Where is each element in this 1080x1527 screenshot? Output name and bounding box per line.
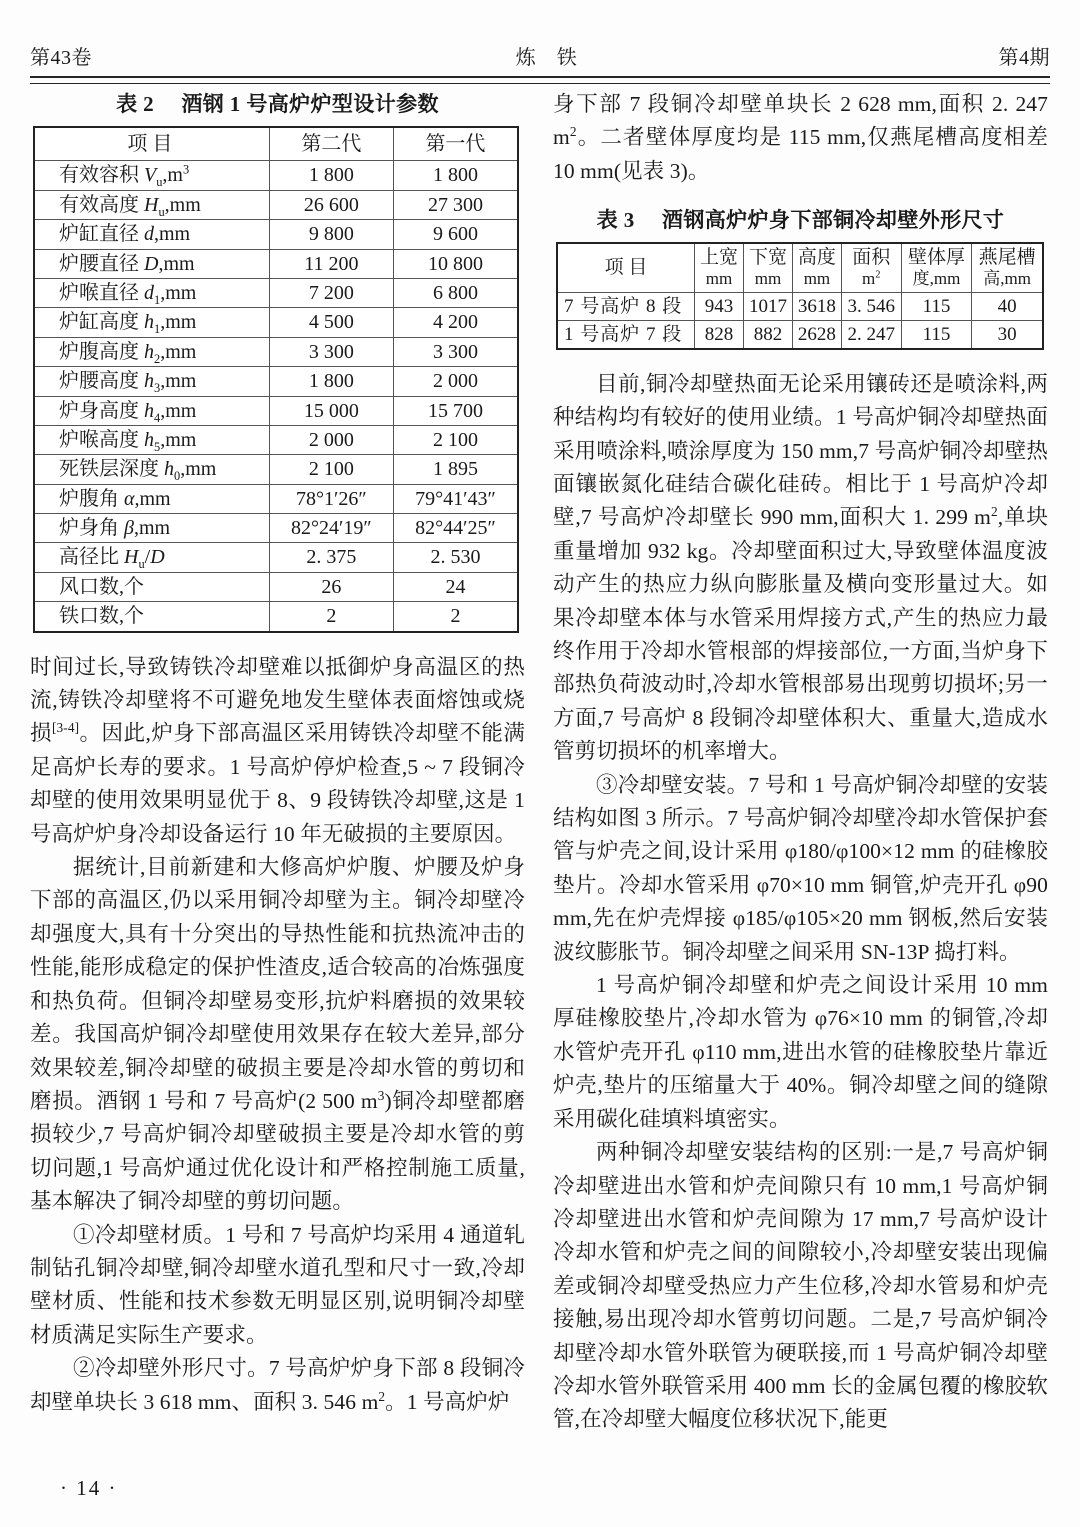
table2-cell-gen1: 2 — [393, 602, 518, 632]
right-column — [553, 88, 1048, 1437]
table3-cell: 40 — [972, 292, 1043, 320]
table-row — [557, 292, 1043, 320]
table3-header-height — [792, 243, 841, 292]
table-row — [34, 572, 518, 601]
journal-name: 炼 铁 — [515, 47, 585, 69]
table2-cell-gen2: 26 600 — [269, 190, 393, 219]
table-row — [34, 396, 518, 425]
left-column — [30, 88, 525, 1419]
table-row — [557, 320, 1043, 349]
left-paragraph-3: ①冷却壁材质。1 号和 7 号高炉均采用 4 通道轧制钻孔铜冷却壁,铜冷却壁水道孔型和尺寸一致,冷却壁材质、性能和技术参数无明显区别,说明铜冷却壁材质满足实际生产要求。 — [30, 1222, 525, 1347]
table3-header-area-unit: $m^2$ — [862, 269, 881, 289]
table-row — [34, 367, 518, 396]
table2-cell-gen2: 2 000 — [269, 425, 393, 454]
table2-cell-gen1: 24 — [393, 572, 518, 601]
table3-header-bottom-width — [743, 243, 792, 292]
table2-item: 炉身高度 $h_4,mm$ — [34, 396, 269, 425]
table3-body — [557, 243, 1043, 349]
table2-caption — [30, 88, 525, 118]
right-paragraph-4: 两种铜冷却壁安装结构的区别:一是,7 号高炉铜冷却壁进出水管和炉壳间隙只有 10 mm,1 号高炉铜冷却壁进出水管和炉壳间隙为 17 mm,7 号高炉设计冷却水管和炉壳之间的间隙较小,冷却壁安装出现偏差或铜冷却壁受热应力产生位移,冷却水管易和炉壳接触,易出现冷却水管剪切问题。二是,7 号高炉铜冷却壁冷却水管外联管为硬联接,而 1 号高炉铜冷却壁冷却水管外联管采用 400 mm 长的金属包覆的橡胶软管,在冷却壁大幅度位移状况下,能更 — [553, 1140, 1048, 1432]
table3-row-label: 1 号高炉 7 段 — [557, 320, 695, 349]
left-para4-sup: 2 — [378, 1388, 386, 1404]
table3-cell: 882 — [743, 320, 792, 349]
left-paragraph-1 — [30, 651, 525, 851]
table2-cell-gen2: 11 200 — [269, 249, 393, 278]
table2-cell-gen1: 9 600 — [393, 220, 518, 249]
right-paragraph-3: 1 号高炉铜冷却壁和炉壳之间设计采用 10 mm 厚硅橡胶垫片,冷却水管为 φ76×10 mm 的铜管,冷却水管炉壳开孔 φ110 mm,进出水管的硅橡胶垫片靠近炉壳,垫片的压缩量大于 40%。铜冷却壁之间的缝隙采用碳化硅填料填密实。 — [553, 973, 1048, 1131]
table2-cell-gen2: 3 300 — [269, 337, 393, 366]
table2-item: 炉腰直径 D,mm — [34, 249, 269, 278]
table3-header-bottom-width-label: 下宽 — [748, 247, 787, 269]
table2-cell-gen2: 9 800 — [269, 220, 393, 249]
table3-cell: 115 — [901, 320, 972, 349]
table-row — [34, 249, 518, 278]
table2-cell-gen1: 15 700 — [393, 396, 518, 425]
table3-header-bottom-width-unit: mm — [754, 269, 782, 289]
table2-cell-gen1: 2 000 — [393, 367, 518, 396]
table2-cell-gen1: 1 800 — [393, 161, 518, 190]
header-rule — [30, 76, 1050, 84]
table2-item: 有效容积 $V_u,m^3$ — [34, 161, 269, 190]
table-row — [34, 161, 518, 190]
left-paragraph-4 — [30, 1352, 525, 1419]
table2-header-item: 项 目 — [34, 127, 269, 161]
table2-item: 炉腰高度 $h_3,mm$ — [34, 367, 269, 396]
table2-cell-gen2: 1 800 — [269, 161, 393, 190]
table3-cell: 3. 546 — [841, 292, 901, 320]
table3-cell: 30 — [972, 320, 1043, 349]
table3-row-label: 7 号高炉 8 段 — [557, 292, 695, 320]
table2-header-gen1: 第一代 — [393, 127, 518, 161]
table-copper-stave-dimensions — [556, 242, 1044, 350]
table2-item: 有效高度 $H_u,mm$ — [34, 190, 269, 219]
table3-header-top-width-label: 上宽 — [699, 247, 738, 269]
left-para1-a: 时间过长,导致铸铁冷却壁难以抵御炉身高温区的热流,铸铁冷却壁将不可避免地发生壁体表面熔蚀或烧损 — [30, 654, 525, 746]
table2-cell-gen2: 2 100 — [269, 455, 393, 484]
table-row — [34, 602, 518, 632]
table2-caption-title: 酒钢 1 号高炉炉型设计参数 — [181, 92, 439, 116]
right-para1-sup: 2 — [991, 504, 998, 520]
table-row — [34, 514, 518, 543]
table2-cell-gen1: 2 100 — [393, 425, 518, 454]
table2-caption-label: 表 2 — [116, 92, 155, 116]
table2-cell-gen2: 15 000 — [269, 396, 393, 425]
table2-item: 风口数,个 — [34, 572, 269, 601]
table3-cell: 828 — [695, 320, 744, 349]
table-furnace-design-parameters — [33, 126, 519, 633]
table2-cell-gen1: 79°41′43″ — [393, 484, 518, 513]
table2-item: 炉喉直径 $d_1,mm$ — [34, 278, 269, 307]
right-paragraph-0 — [553, 88, 1048, 188]
table-row — [34, 220, 518, 249]
table2-cell-gen2: 78°1′26″ — [269, 484, 393, 513]
table-row — [34, 278, 518, 307]
table-row — [34, 543, 518, 572]
table3-header-top-width-unit: mm — [705, 269, 733, 289]
table3-header-area-label: 面积 — [852, 247, 891, 269]
table3-header-wall-thickness — [901, 243, 972, 292]
issue-label: 第4期 — [998, 47, 1050, 69]
table3-header-top-width — [695, 243, 744, 292]
table-row — [34, 425, 518, 454]
table-row — [34, 190, 518, 219]
table2-cell-gen1: 82°44′25″ — [393, 514, 518, 543]
left-paragraph-2 — [30, 851, 525, 1218]
table2-cell-gen2: 4 500 — [269, 308, 393, 337]
right-para0-b: 。二者壁体厚度均是 115 mm,仅燕尾槽高度相差 10 mm(见表 3)。 — [553, 125, 1048, 183]
table3-header-dovetail — [972, 243, 1043, 292]
table2-cell-gen1: 3 300 — [393, 337, 518, 366]
table3-header-item: 项 目 — [557, 243, 695, 292]
table3-cell: 943 — [695, 292, 744, 320]
table2-cell-gen1: 27 300 — [393, 190, 518, 219]
table2-header-row — [34, 127, 518, 161]
table-row — [34, 308, 518, 337]
table2-item: 高径比 $H_u/D$ — [34, 543, 269, 572]
page-number: · 14 · — [60, 1476, 118, 1500]
table2-item: 铁口数,个 — [34, 602, 269, 632]
table2-cell-gen1: 4 200 — [393, 308, 518, 337]
right-para0-a: 身下部 7 段铜冷却壁单块长 2 628 mm,面积 2. 247 m — [553, 92, 1048, 150]
table2-cell-gen2: 2 — [269, 602, 393, 632]
right-paragraph-1 — [553, 368, 1048, 769]
table-row — [34, 337, 518, 366]
table2-cell-gen2: 7 200 — [269, 278, 393, 307]
right-paragraph-2: ③冷却壁安装。7 号和 1 号高炉铜冷却壁的安装结构如图 3 所示。7 号高炉铜冷却壁冷却水管保护套管与炉壳之间,设计采用 φ180/φ100×12 mm 的硅橡胶垫片。冷却水管采用 φ70×10 mm 铜管,炉壳开孔 φ90 mm,先在炉壳焊接 φ185/φ105×20 mm 钢板,然后安装波纹膨胀节。铜冷却壁之间采用 SN-13P 捣打料。 — [553, 772, 1048, 964]
table3-cell: 1017 — [743, 292, 792, 320]
table-row — [34, 455, 518, 484]
table2-cell-gen1: 1 895 — [393, 455, 518, 484]
table3-cell: 2. 247 — [841, 320, 901, 349]
left-para4-a: ②冷却壁外形尺寸。7 号高炉炉身下部 8 段铜冷却壁单块长 3 618 mm、面积 3. 546 m — [30, 1356, 525, 1414]
table2-header-gen2: 第二代 — [269, 127, 393, 161]
table2-item: 死铁层深度 $h_0,mm$ — [34, 455, 269, 484]
table3-cell: 2628 — [792, 320, 841, 349]
table2-item: 炉腹角 α,mm — [34, 484, 269, 513]
running-head — [30, 36, 1050, 70]
left-para1-b: 。因此,炉身下部高温区采用铸铁冷却壁不能满足高炉长寿的要求。1 号高炉停炉检查,5 ~ 7 段铜冷却壁的使用效果明显优于 8、9 段铸铁冷却壁,这是 1 号高炉炉身冷却设备运行 10 年无破损的主要原因。 — [30, 721, 525, 846]
table3-caption-label: 表 3 — [596, 208, 635, 233]
left-para4-b: 。1 号高炉炉 — [385, 1389, 510, 1414]
table2-cell-gen1: 2. 530 — [393, 543, 518, 572]
left-para2-a: 据统计,目前新建和大修高炉炉腹、炉腰及炉身下部的高温区,仍以采用铜冷却壁为主。铜冷却壁冷却强度大,具有十分突出的导热性能和抗热流冲击的性能,能形成稳定的保护性渣皮,适合较高的冶炼强度和热负荷。但铜冷却壁易变形,抗炉料磨损的效果较差。我国高炉铜冷却壁使用效果存在较大差异,部分效果较差,铜冷却壁的破损主要是冷却水管的剪切和磨损。酒钢 1 号和 7 号高炉(2 500 m — [30, 855, 525, 1113]
table3-header-dovetail-unit: 高,mm — [983, 269, 1031, 289]
table3-header-height-unit: mm — [803, 269, 831, 289]
table2-cell-gen2: 2. 375 — [269, 543, 393, 572]
volume-label: 第43卷 — [30, 47, 92, 69]
left-para2-sup: 3 — [377, 1087, 385, 1103]
table3-header-row — [557, 243, 1043, 292]
table2-item: 炉喉高度 $h_5,mm$ — [34, 425, 269, 454]
table3-header-height-label: 高度 — [797, 247, 836, 269]
table2-item: 炉缸高度 $h_1,mm$ — [34, 308, 269, 337]
table3-header-area — [841, 243, 901, 292]
table2-cell-gen2: 26 — [269, 572, 393, 601]
table2-cell-gen2: 1 800 — [269, 367, 393, 396]
table2-item: 炉缸直径 d,mm — [34, 220, 269, 249]
table2-item: 炉腹高度 $h_2,mm$ — [34, 337, 269, 366]
table3-cell: 115 — [901, 292, 972, 320]
table3-header-wall-thickness-unit: 度,mm — [912, 269, 961, 289]
table2-body — [34, 127, 518, 632]
table-row — [34, 484, 518, 513]
right-para1-b: ,单块重量增加 932 kg。冷却壁面积过大,导致壁体温度波动产生的热应力纵向膨胀量及横向变形量过大。如果冷却壁本体与水管采用焊接方式,产生的热应力最终作用于冷却水管根部的焊接部位,一方面,当炉身下部热负荷波动时,冷却水管根部易出现剪切损坏;另一方面,7 号高炉 8 段铜冷却壁体积大、重量大,造成水管剪切损坏的机率增大。 — [553, 505, 1048, 764]
table3-caption — [553, 204, 1048, 234]
left-para2-b: )铜冷却壁都磨损较少,7 号高炉铜冷却壁破损主要是冷却水管的剪切问题,1 号高炉通过优化设计和严格控制施工质量,基本解决了铜冷却壁的剪切问题。 — [30, 1088, 525, 1214]
table2-item: 炉身角 β,mm — [34, 514, 269, 543]
citation-ref: [3-4] — [52, 720, 80, 736]
right-para0-sup: 2 — [569, 124, 577, 140]
table2-cell-gen1: 10 800 — [393, 249, 518, 278]
table3-cell: 3618 — [792, 292, 841, 320]
right-para1-a: 目前,铜冷却壁热面无论采用镶砖还是喷涂料,两种结构均有较好的使用业绩。1 号高炉铜冷却壁热面采用喷涂料,喷涂厚度为 150 mm,7 号高炉铜冷却壁热面镶嵌氮化硅结合碳化硅砖。相比于 1 号高炉冷却壁,7 号高炉冷却壁长 990 mm,面积大 1. 299 m — [553, 371, 1048, 530]
table3-header-wall-thickness-label: 壁体厚 — [907, 247, 965, 269]
table3-header-dovetail-label: 燕尾槽 — [978, 247, 1036, 269]
table2-cell-gen2: 82°24′19″ — [269, 514, 393, 543]
table3-caption-title: 酒钢高炉炉身下部铜冷却壁外形尺寸 — [661, 208, 1005, 233]
table2-cell-gen1: 6 800 — [393, 278, 518, 307]
